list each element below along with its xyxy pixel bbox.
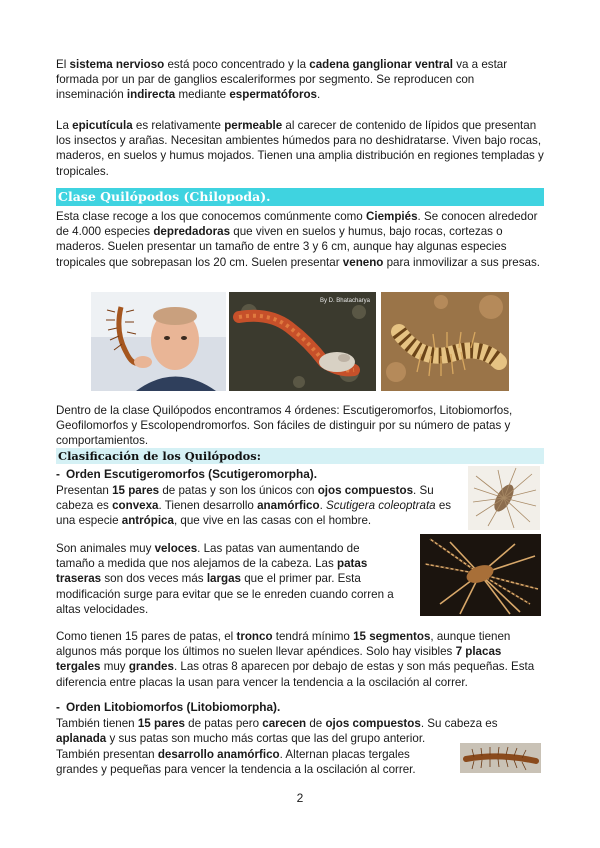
photo-scutigera-closeup xyxy=(420,534,541,616)
text-run: Esta clase recoge a los que conocemos comúnmente como xyxy=(56,210,366,223)
bold-text: antrópica xyxy=(121,514,174,528)
bold-text: Ciempiés xyxy=(365,210,418,223)
text-run: , que vive en las casas con el hombre. xyxy=(173,514,372,528)
text-run: Dentro de la clase Quilópodos encontramos 4 órdenes: Escutigeromorfos, Litobiomorfos, Geofilomorfos y Escolopendromorfos. Son fáciles de distinguir por su número de patas y comportamientos. xyxy=(56,404,513,448)
bold-text: 7 placas tergales xyxy=(56,645,502,674)
bold-text: cadena ganglionar ventral xyxy=(309,58,453,71)
bold-text: indirecta xyxy=(126,88,176,102)
text-run: . xyxy=(319,499,327,513)
text-run: Presentan xyxy=(56,484,113,497)
order2-paragraph-2 xyxy=(56,747,436,777)
text-run: muy xyxy=(100,660,129,674)
text-run: es relativamente xyxy=(132,119,225,132)
text-run: Como tienen 15 pares de patas, el xyxy=(56,630,237,643)
text-run: El xyxy=(56,58,70,71)
italic-text: Scutigera coleoptrata xyxy=(326,499,436,513)
text-run: Son animales muy xyxy=(56,542,155,555)
bold-text: 15 pares xyxy=(112,484,160,497)
text-run: . Se conocen alrededor de 4.000 especies xyxy=(56,210,538,239)
order1-paragraph-3 xyxy=(56,629,544,690)
bold-text: espermatóforos xyxy=(229,88,317,102)
text-run: mediante xyxy=(175,88,230,102)
bold-text: anamórfico xyxy=(257,499,320,513)
bold-text: aplanada xyxy=(56,732,107,746)
classification-header: Clasificación de los Quilópodos: xyxy=(56,448,544,464)
text-run: al carecer de contenido de lípidos que presentan los insectos y arañas. Necesitan ambientes húmedos para no deshidratarse. Viven bajo rocas, maderos, en suelos y humus mojados. Tienen una amplia distribución en regiones templadas y tropicales. xyxy=(56,119,544,178)
bold-text: depredadoras xyxy=(153,225,231,239)
text-run: tendrá mínimo xyxy=(272,630,354,643)
bold-text: tronco xyxy=(236,630,273,643)
text-run: También presentan xyxy=(56,748,158,761)
photo-credit: By D. Bhatacharya xyxy=(319,298,370,304)
order-title: Orden Escutigeromorfos (Scutigeromorpha). xyxy=(65,467,317,481)
order-heading-scutigeromorpha xyxy=(56,467,317,482)
text-run: de patas pero xyxy=(184,717,263,730)
text-run: . Tienen desarrollo xyxy=(158,499,258,513)
photo-man-holding-centipede xyxy=(91,292,226,391)
text-run: es una especie xyxy=(56,499,452,528)
intro-paragraph-epicuticle xyxy=(56,118,544,179)
section-header-chilopoda: Clase Quilópodos (Chilopoda). xyxy=(56,188,544,206)
page-number: 2 xyxy=(296,791,304,805)
bold-text: 15 segmentos xyxy=(353,630,431,643)
photo-scutigera xyxy=(468,466,540,530)
bold-text: carecen xyxy=(262,717,307,730)
text-run: . Las otras 8 aparecen por debajo de estas y son más pequeñas. Esta diferencia entre placas la usan para vencer la tendencia a la oscilación al correr. xyxy=(56,660,535,689)
bold-text: largas xyxy=(206,572,241,586)
text-run: va a estar formada por un par de ganglios escaleriformes por segmento. Se reproducen con inseminación xyxy=(56,58,508,102)
order1-paragraph-1 xyxy=(56,483,454,529)
photo-lithobius xyxy=(460,743,541,773)
text-run: . xyxy=(316,88,321,102)
section-paragraph-orders xyxy=(56,403,544,449)
bold-text: epicutícula xyxy=(72,119,133,132)
bold-text: desarrollo anamórfico xyxy=(157,748,280,761)
text-run: . Su cabeza es xyxy=(56,484,434,513)
text-run: . Alternan placas tergales grandes y pequeñas para vencer la tendencia a la oscilación al correr. xyxy=(56,748,416,777)
bold-text: patas traseras xyxy=(56,557,368,586)
bold-text: 15 pares xyxy=(137,717,185,730)
bold-text: ojos compuestos xyxy=(317,484,414,497)
bold-text: convexa xyxy=(112,499,159,513)
text-run: . Las patas van aumentando de tamaño a medida que nos alejamos de la cabeza. Las xyxy=(56,542,360,571)
bold-text: grandes xyxy=(128,660,174,674)
text-run: de patas y son los únicos con xyxy=(159,484,318,497)
bold-text: sistema nervioso xyxy=(69,58,165,71)
bullet-dash: - xyxy=(56,467,60,481)
text-run: está poco concentrado y la xyxy=(164,58,310,71)
text-run: que viven en suelos y humus, bajo rocas, cortezas o maderos. Suelen presentar un tamaño de entre 3 y 6 cm, aunque hay algunas especies tropicales que sobrepasan los 20 cm. Suelen presentar xyxy=(56,225,507,269)
order2-paragraph-1 xyxy=(56,716,544,746)
bold-text: veneno xyxy=(342,255,384,269)
bold-text: ojos compuestos xyxy=(325,717,421,730)
bullet-dash: - xyxy=(56,700,60,714)
text-run: . Su cabeza es xyxy=(420,717,498,730)
text-run: y sus patas son mucho más cortas que las del grupo anterior. xyxy=(106,732,426,746)
text-run: de xyxy=(306,717,326,730)
intro-paragraph-nervous-system xyxy=(56,57,544,103)
text-run: La xyxy=(56,119,73,132)
bold-text: veloces xyxy=(154,542,198,555)
section-paragraph-description xyxy=(56,209,544,270)
text-run: que el primer par. Esta modificación surge para evitar que se le enreden cuando corren a altas velocidades. xyxy=(56,572,394,616)
text-run: para inmovilizar a sus presas. xyxy=(383,255,540,269)
order-title: Orden Litobiomorfos (Litobiomorpha). xyxy=(65,700,281,714)
order-heading-lithobiomorpha xyxy=(56,700,280,715)
text-run: , aunque tienen algunos más porque los últimos no suelen llevar apéndices. Solo hay visibles xyxy=(56,630,511,659)
text-run: son dos veces más xyxy=(101,572,207,586)
text-run: También tienen xyxy=(56,717,138,730)
photo-centipede-eating-prey xyxy=(229,292,376,391)
photo-centipede-banded xyxy=(381,292,509,391)
order1-paragraph-2 xyxy=(56,541,396,617)
bold-text: permeable xyxy=(224,119,283,132)
